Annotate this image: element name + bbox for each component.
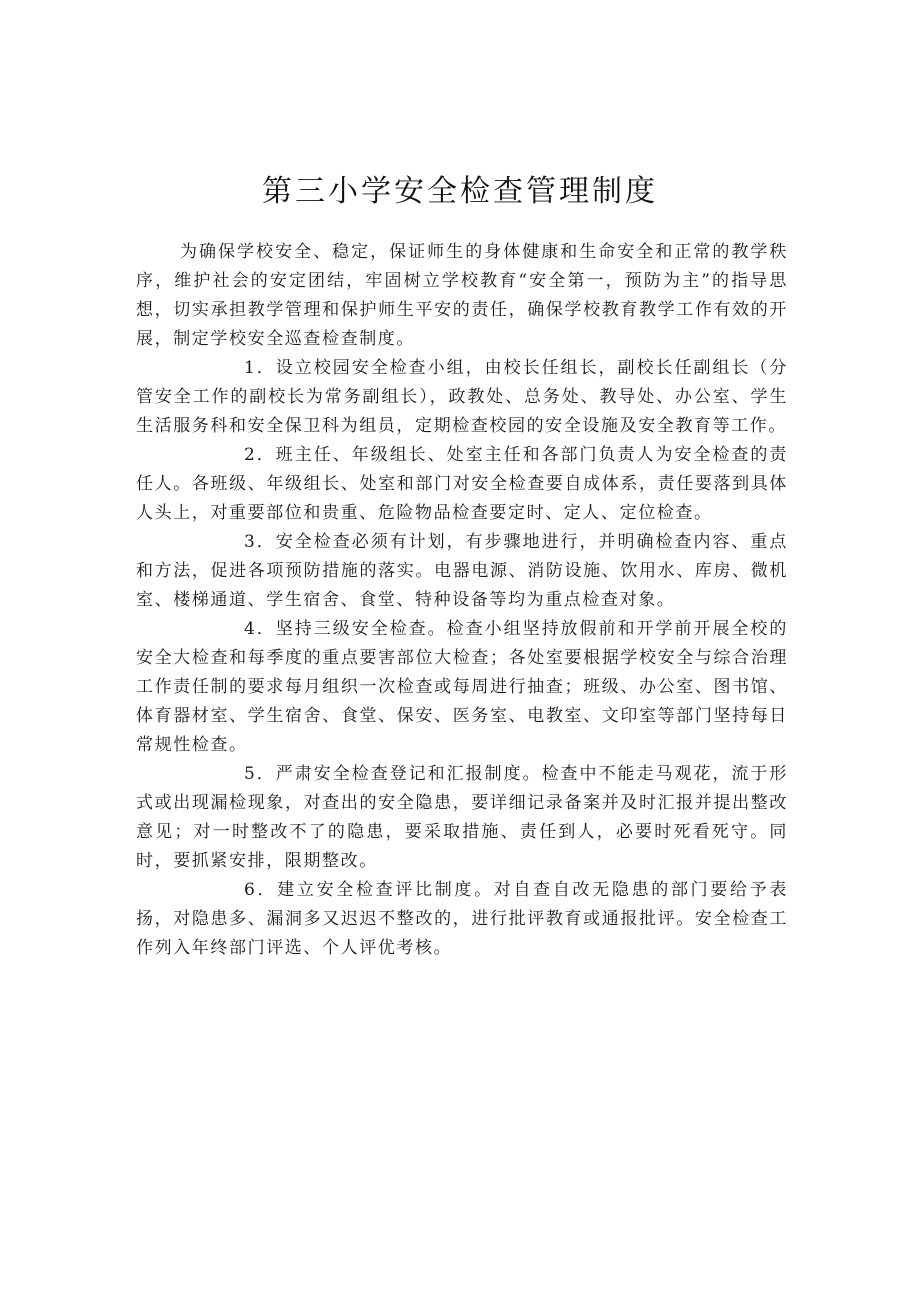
rule-item-2: 2．班主任、年级组长、处室主任和各部门负责人为安全检查的责任人。各班级、年级组长、处室和部门对安全检查要自成体系，责任要落到具体人头上，对重要部位和贵重、危险物品检查要定时、定人、定位检查。 [136,445,788,523]
document-body [136,238,788,963]
rule-item-1: 1．设立校园安全检查小组，由校长任组长，副校长任副组长（分管安全工作的副校长为常务副组长），政教处、总务处、教导处、办公室、学生生活服务科和安全保卫科为组员，定期检查校园的安全设施及安全教育等工作。 [136,358,788,436]
rule-item-3: 3．安全检查必须有计划，有步骤地进行，并明确检查内容、重点和方法，促进各项预防措施的落实。电器电源、消防设施、饮用水、库房、微机室、楼梯通道、学生宿舍、食堂、特种设备等均为重点检查对象。 [136,532,788,610]
intro-paragraph: 为确保学校安全、稳定，保证师生的身体健康和生命安全和正常的教学秩序，维护社会的安定团结，牢固树立学校教育“安全第一，预防为主”的指导思想，切实承担教学管理和保护师生平安的责任，确保学校教育教学工作有效的开展，制定学校安全巡查检查制度。 [136,242,788,349]
rule-item-6: 6．建立安全检查评比制度。对自查自改无隐患的部门要给予表扬，对隐患多、漏洞多又迟迟不整改的，进行批评教育或通报批评。安全检查工作列入年终部门评选、个人评优考核。 [136,880,788,958]
rule-item-4: 4．坚持三级安全检查。检查小组坚持放假前和开学前开展全校的安全大检查和每季度的重点要害部位大检查；各处室要根据学校安全与综合治理工作责任制的要求每月组织一次检查或每周进行抽查；班级、办公室、图书馆、体育器材室、学生宿舍、食堂、保安、医务室、电教室、文印室等部门坚持每日常规性检查。 [136,619,788,755]
document-title: 第三小学安全检查管理制度 [262,174,658,209]
rule-item-5: 5．严肃安全检查登记和汇报制度。检查中不能走马观花，流于形式或出现漏检现象，对查出的安全隐患，要详细记录备案并及时汇报并提出整改意见；对一时整改不了的隐患，要采取措施、责任到人，必要时死看死守。同时，要抓紧安排，限期整改。 [136,764,788,871]
